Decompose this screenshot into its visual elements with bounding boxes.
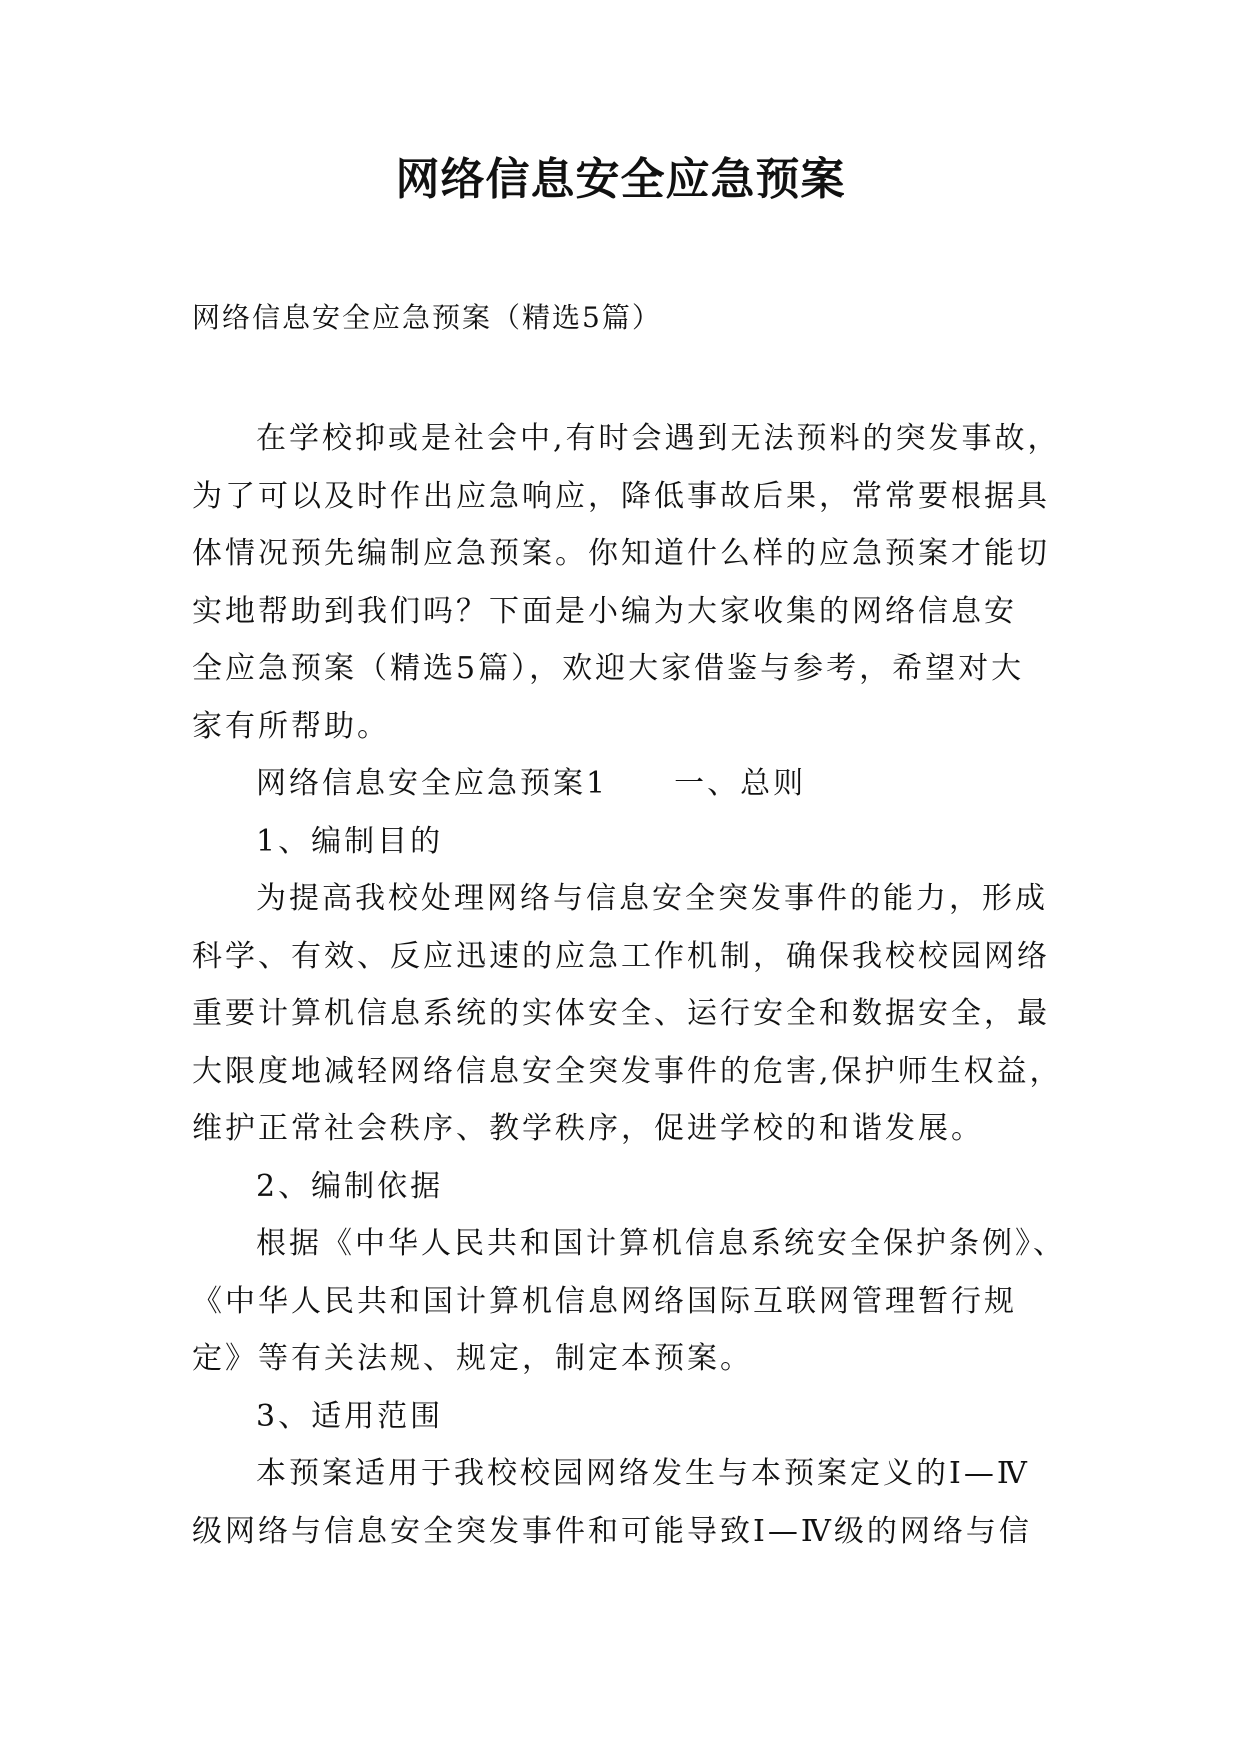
body-line: 科学、有效、反应迅速的应急工作机制，确保我校校园网络 (192, 938, 1050, 974)
body-line: 为提高我校处理网络与信息安全突发事件的能力，形成 (256, 881, 1048, 916)
subsection-heading: 3、适用范围 (256, 1398, 444, 1434)
body-line: 维护正常社会秩序、教学秩序，促进学校的和谐发展。 (192, 1111, 984, 1146)
body-line: 本预案适用于我校校园网络发生与本预案定义的Ⅰ—Ⅳ (256, 1456, 1030, 1491)
body-line: 级网络与信息安全突发事件和可能导致Ⅰ—Ⅳ级的网络与信 (192, 1513, 1032, 1549)
section-heading: 网络信息安全应急预案1 一、总则 (256, 766, 807, 801)
body-line: 实地帮助到我们吗？下面是小编为大家收集的网络信息安 (192, 593, 1017, 629)
body-line: 家有所帮助。 (192, 708, 390, 744)
subsection-heading: 1、编制目的 (256, 823, 444, 859)
document-body (192, 410, 1072, 1560)
document-title: 网络信息安全应急预案 (395, 154, 846, 205)
body-line: 体情况预先编制应急预案。你知道什么样的应急预案才能切 (192, 536, 1050, 571)
body-line: 根据《中华人民共和国计算机信息系统安全保护条例》、 (256, 1226, 1066, 1261)
body-line: 大限度地减轻网络信息安全突发事件的危害,保护师生权益， (192, 1053, 1063, 1089)
subsection-heading: 2、编制依据 (256, 1168, 444, 1204)
body-line: 全应急预案（精选5篇），欢迎大家借鉴与参考，希望对大 (192, 651, 1025, 686)
body-line: 定》等有关法规、规定，制定本预案。 (192, 1341, 753, 1376)
body-line: 在学校抑或是社会中,有时会遇到无法预料的突发事故， (256, 421, 1061, 456)
body-line: 重要计算机信息系统的实体安全、运行安全和数据安全，最 (192, 996, 1050, 1031)
document-subtitle: 网络信息安全应急预案（精选5篇） (192, 301, 662, 334)
body-line: 为了可以及时作出应急响应，降低事故后果，常常要根据具 (192, 478, 1050, 514)
body-line: 《中华人民共和国计算机信息网络国际互联网管理暂行规 (192, 1283, 1017, 1319)
